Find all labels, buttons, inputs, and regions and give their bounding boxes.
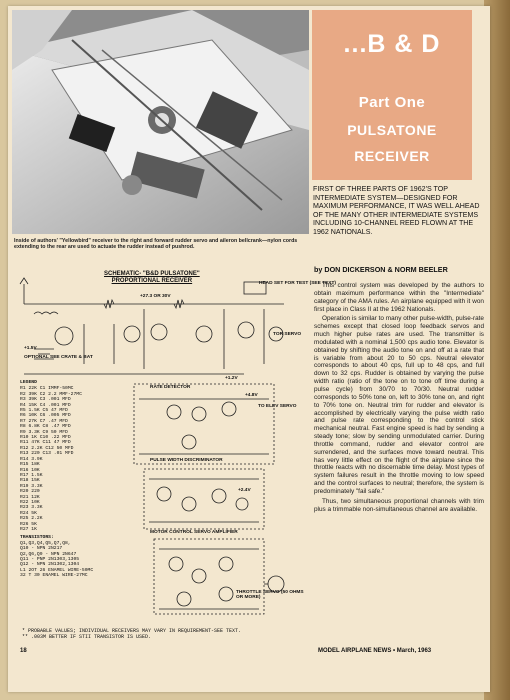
legend-row: R21 12K (20, 494, 40, 500)
schematic-title-line-2: PROPORTIONAL RECEIVER (111, 278, 193, 284)
transistor-row: Q11 - PNP 2N1303,1305 (20, 557, 80, 562)
article-deck: FIRST OF THREE PARTS OF 1962'S TOP INTERMEDIATE SYSTEM—DESIGNED FOR MAXIMUM PERFORMANCE, IT WAS WELL AHEAD OF THE MANY OTHER INTERMEDIATE SYSTEMS INCLUDING 10-CHANNEL REED FLOWN AT THE 1962 NATIONALS. (313, 185, 480, 236)
legend-row: R19 3.3K (20, 483, 43, 489)
transistor-row: Q12 - NPN 2N1302,1304 (20, 562, 80, 568)
title-box (312, 10, 472, 180)
note-row: ** .003M BETTER IF STII TRANSISTOR IS USED. (22, 634, 152, 640)
transistor-row: Q1,Q3,Q4,Q5,Q7,Q8, (20, 540, 71, 546)
label-headset: HEAD SET FOR TEST (SEE TEXT) (259, 281, 337, 286)
legend-row: R7 27K C7 .47 MFD (20, 418, 68, 424)
label-tor-servo: TOR SERVO (273, 332, 302, 337)
legend-title: LEGEND (20, 380, 37, 385)
legend-row: R22 10K (20, 499, 40, 505)
legend-row: R13 220 C13 .01 MFD (20, 451, 74, 457)
legend-row: R3 39K C3 .001 MFD (20, 397, 71, 403)
coil-row: L1 2OT 26 ENAMEL WIRE-50MC (20, 567, 94, 573)
legend-row: R26 5K (20, 521, 37, 527)
legend-row: R18 15K (20, 478, 40, 484)
label-pulse-width: PULSE WIDTH DISCRIMINATOR (150, 458, 223, 463)
label-battery: OPTIONAL SEE CRATE & BAT (24, 355, 93, 360)
label-motor-amp: MOTOR CONTROL SERVO AMPLIFIER (150, 530, 238, 535)
legend-row: R10 1K C10 .22 MFD (20, 435, 71, 441)
legend-row: R4 15K C4 .001 MFD (20, 402, 71, 408)
transistor-row: Q2,Q6,Q9 - NPN 2N647 (20, 551, 77, 557)
part-label: Part One (358, 94, 426, 111)
legend-row: R16 10K (20, 467, 40, 473)
label-volt-12: +1.2V (225, 376, 238, 381)
legend-row: R25 2.2K (20, 516, 43, 522)
legend-row: R12 2.2K C12 50 MFD (20, 445, 74, 451)
label-xtal: +27.3 OR 30V (140, 294, 171, 299)
label-throttle-servo: THROTTLE SERVO (50 OHMS OR MORE) (236, 590, 304, 600)
schematic-legend (20, 380, 120, 579)
receiver-photo (12, 10, 309, 234)
legend-row: R27 1K (20, 526, 37, 532)
magazine-footer: MODEL AIRPLANE NEWS • March, 1963 (318, 648, 432, 654)
body-paragraph: This control system was developed by the authors to obtain maximum performance within the "Intermediate" category of the AMA rules. An airplane equipped with it won first place in Class II at the 1962 Nationals. (314, 282, 484, 313)
body-paragraph: Thus, two simultaneous proportional channels with trim plus a trimmable non-simultaneous channel are available. (314, 497, 484, 513)
legend-row: R23 3.3K (20, 505, 43, 511)
legend-row: R2 39K C2 2.2 MMF-27MC (20, 391, 82, 397)
article-body (314, 282, 484, 515)
transistor-row: Q10 - NPN 2N217 (20, 546, 63, 552)
note-row: * PROBABLE VALUES; INDIVIDUAL RECEIVERS MAY VARY IN REQUIREMENT-SEE TEXT. (22, 628, 242, 634)
legend-row: R8 6.8K C8 .47 MFD (20, 424, 71, 430)
photo-caption: Inside of authors' "Yellowbird" receiver to the right and forward rudder servo and aileron bellcrank—nylon cords extending to the rear are used to actuate the rudder instead of pushrod. (14, 238, 298, 251)
legend-row: R6 10K C6 .005 MFD (20, 413, 71, 419)
legend-row: R1 22K C1 IMMF-50MC (20, 386, 74, 392)
article-title: ...B & D (343, 30, 441, 58)
label-volt-48: +4.8V (245, 393, 258, 398)
schematic-title (104, 271, 200, 285)
legend-row: R11 47K C11 47 MFD (20, 440, 71, 446)
schematic-notes (22, 628, 302, 640)
legend-row: R24 5K (20, 510, 37, 516)
transistors-title: TRANSISTORS: (20, 535, 54, 541)
label-volt-24: +2.4V (238, 488, 251, 493)
coil-row: 32 T 30 ENAMEL WIRE-27MC (20, 573, 88, 579)
label-elev-servo: TO ELEV SERVO (258, 404, 297, 409)
body-paragraph: Operation is similar to many other pulse-width, pulse-rate schemes except that closed loop feedback servos and much higher pulse rates are used. The transmitter is modulated with a nominal 1,500 cps audio tone. Elevator is obtained by shifting the audio tone on and off at a rate that is variable from about 20 to 50 cps. Neutral elevator corresponds to about 40 cps, full up to 48 cps, and full down to 32 cps. Rudder is obtained by varying the pulse width ratio (ratio of the tone on to tone off time during a pulse cycle) from 30/70 to 70/30. Neutral rudder corresponds to 50% tone on, left to 30% tone on, and right to 70% tone on. Neutral trim for rudder and elevator is accomplished by electrically varying the pulse width ratio and pulse rate corresponding to the control stick mechanical neutral. Fast engine speed is had by sending a steady tone; slow by sending unmodulated carrier. During throttle command, rudder and elevator control are surrendered, and the surfaces move toward neutral. This has very little effect on the flight of the airplane since the throttle reacts with no discernable time delay. Most types of system failures result in the throttle moving to low speed and the control surfaces to neutral; therefore, the system is predominately "fail safe." (314, 315, 484, 495)
schematic-title-line-1: SCHEMATIC- "B&D PULSATONE" (104, 271, 200, 277)
label-volt-15: +1.5V (24, 346, 37, 351)
label-rate-detector: RATE DETECTOR (150, 385, 191, 390)
legend-row: R15 18K (20, 462, 40, 468)
legend-row: R17 1.5K (20, 472, 43, 478)
title-line-2: RECEIVER (354, 148, 430, 164)
legend-row: R20 220 (20, 489, 40, 495)
legend-row: R14 3.9K (20, 456, 43, 462)
legend-row: R5 1.5K C5 47 MFD (20, 408, 68, 414)
title-line-1: PULSATONE (347, 122, 437, 138)
legend-row: R9 3.3K C9 50 MFD (20, 429, 68, 435)
byline: by DON DICKERSON & NORM BEELER (314, 265, 448, 274)
page-number: 18 (20, 648, 27, 654)
